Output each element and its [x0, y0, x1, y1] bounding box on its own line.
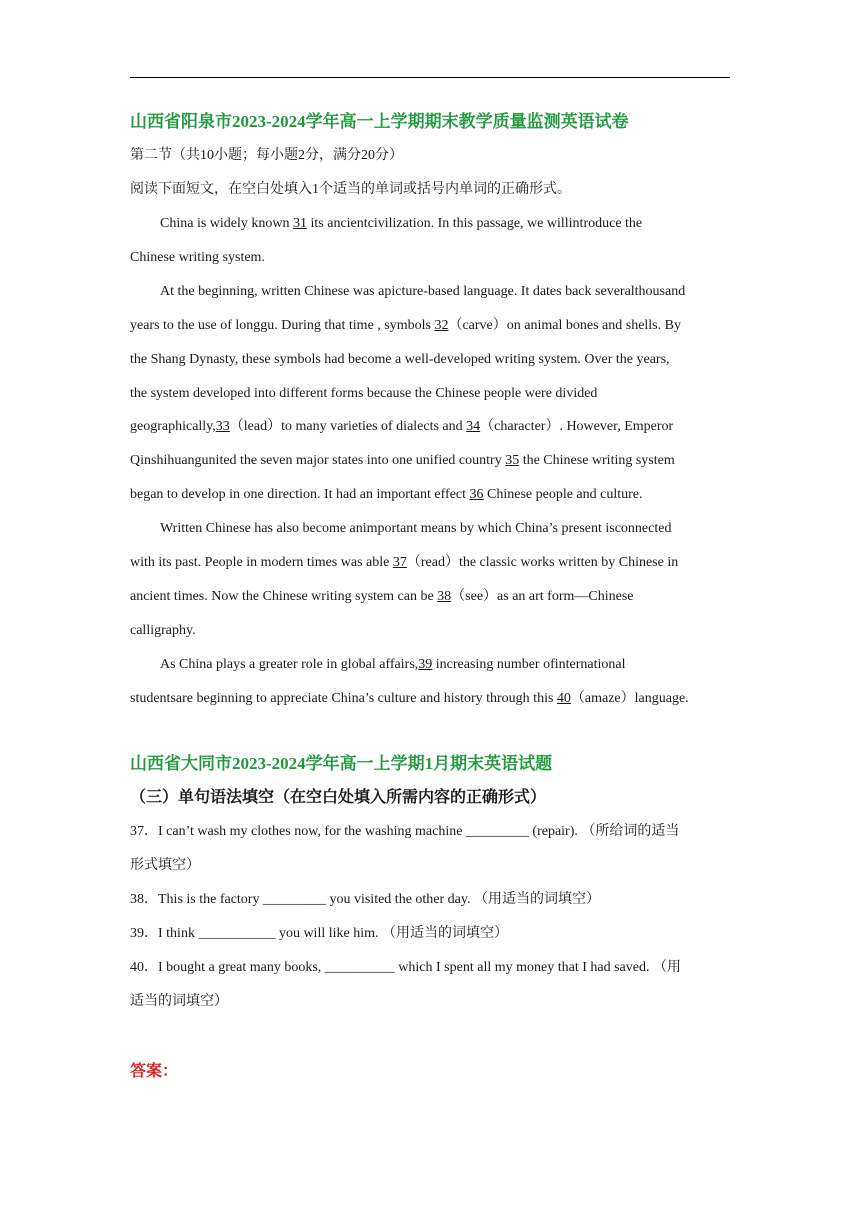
- header-rule: [130, 77, 730, 78]
- passage-line: [130, 452, 730, 470]
- passage-line: [130, 588, 730, 606]
- passage-text: began to develop in one direction. It had an important effect: [130, 487, 470, 503]
- passage-text: years to the use of longgu. During that time , symbols: [130, 317, 435, 333]
- passage-line: [130, 249, 730, 267]
- passage-line: [130, 385, 730, 403]
- section2-subtitle: （三）单句语法填空（在空白处填入所需内容的正确形式）: [130, 789, 547, 806]
- section2-title: 山西省大同市2023-2024学年高一上学期1月期末英语试题: [130, 754, 553, 773]
- blank-number: 37: [392, 555, 407, 570]
- passage-text: （carve）on animal bones and shells. By: [448, 317, 681, 333]
- passage-text: studentsare beginning to appreciate China’s culture and history through this: [130, 690, 557, 706]
- question-line: 40．I bought a great many books, __________ which I spent all my money that I had saved. （用: [130, 960, 681, 975]
- question-line: 37．I can’t wash my clothes now, for the washing machine _________ (repair). （所给词的适当: [130, 824, 680, 839]
- question-line: 适当的词填空）: [130, 994, 228, 1009]
- passage-text: ancient times. Now the Chinese writing system can be: [130, 588, 438, 604]
- passage-text: （character）. However, Emperor: [480, 419, 674, 435]
- passage-text: Written Chinese has also become animportant means by which China’s present isconnected: [160, 521, 672, 537]
- passage-text: （read）the classic works written by Chinese in: [406, 555, 679, 570]
- passage-line: [160, 283, 730, 301]
- blank-number: 38: [437, 588, 452, 604]
- passage-text: China is widely known: [160, 216, 293, 231]
- passage-line: [130, 317, 730, 335]
- passage-line: [160, 656, 730, 674]
- passage-text: the Shang Dynasty, these symbols had become a well-developed writing system. Over the years,: [130, 351, 670, 367]
- passage-text: As China plays a greater role in global affairs,: [160, 656, 419, 672]
- passage-line: [160, 215, 730, 233]
- passage-text: its ancientcivilization. In this passage, we willintroduce the: [307, 216, 643, 231]
- question-line: 39．I think ___________ you will like him. （用适当的词填空）: [130, 926, 508, 941]
- passage-text: （amaze）language.: [570, 690, 689, 706]
- blank-number: 32: [434, 317, 449, 333]
- section1-title: 山西省阳泉市2023-2024学年高一上学期期末教学质量监测英语试卷: [130, 112, 629, 131]
- blank-number: 39: [418, 656, 433, 672]
- blank-number: 31: [293, 216, 307, 231]
- passage-text: the system developed into different forms because the Chinese people were divided: [130, 385, 598, 401]
- blank-number: 35: [505, 453, 520, 469]
- passage-text: the Chinese writing system: [519, 453, 675, 469]
- passage-text: Chinese writing system.: [130, 249, 265, 265]
- passage-text: Qinshihuangunited the seven major states into one unified country: [130, 453, 506, 469]
- passage-text: （see）as an art form—Chinese: [451, 588, 634, 604]
- passage-line: [130, 418, 730, 436]
- passage-text: increasing number ofinternational: [432, 656, 626, 672]
- passage-text: geographically,: [130, 419, 216, 435]
- passage-text: calligraphy.: [130, 622, 196, 638]
- passage-text: Chinese people and culture.: [483, 487, 643, 503]
- passage-line: [130, 351, 730, 369]
- blank-number: 36: [469, 487, 484, 503]
- question-line: 形式填空）: [130, 858, 200, 873]
- passage-text: with its past. People in modern times was able: [130, 555, 393, 570]
- blank-number: 33: [215, 419, 230, 435]
- passage-text: （lead）to many varieties of dialects and: [229, 419, 467, 435]
- passage-line: [130, 622, 730, 640]
- blank-number: 40: [556, 690, 571, 706]
- passage-text: At the beginning, written Chinese was apicture-based language. It dates back severalthousand: [160, 283, 686, 299]
- blank-number: 34: [466, 419, 481, 435]
- passage-line: [160, 520, 730, 538]
- question-line: 38．This is the factory _________ you visited the other day. （用适当的词填空）: [130, 892, 600, 907]
- answer-label: 答案：: [130, 1063, 179, 1080]
- section1-note: 第二节（共10小题；每小题2分，满分20分）: [130, 148, 403, 163]
- passage-line: [130, 486, 730, 504]
- passage-line: [130, 554, 730, 572]
- section1-instruction: 阅读下面短文，在空白处填入1个适当的单词或括号内单词的正确形式。: [130, 182, 571, 197]
- passage-line: [130, 690, 730, 708]
